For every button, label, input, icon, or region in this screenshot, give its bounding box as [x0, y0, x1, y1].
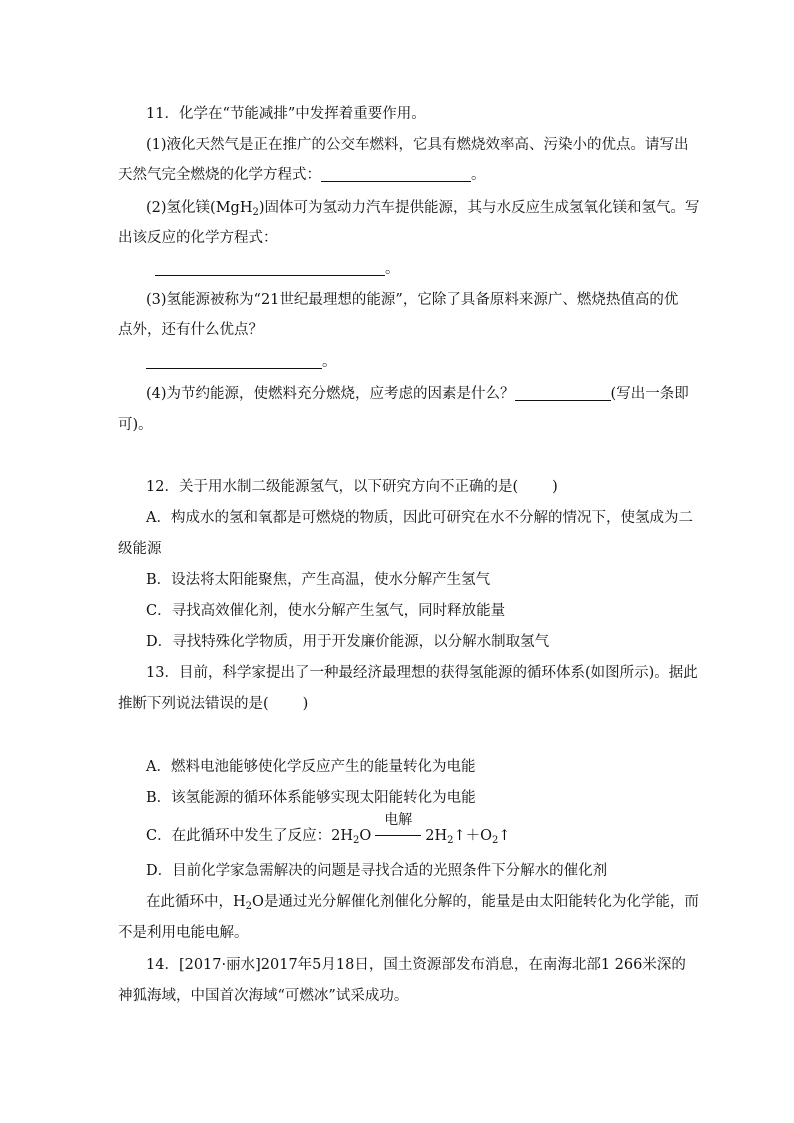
q11-part2-line1: [146, 198, 706, 223]
q12-option-a-line1: A．构成水的氢和氧都是可燃烧的物质，因此可研究在水不分解的情况下，使氢成为二: [146, 510, 693, 526]
q11-part2-text-b: )固体可为氢动力汽车提供能源，其与水反应生成氢氧化镁和氢气。写: [258, 200, 700, 216]
subscript: 2: [492, 835, 499, 846]
close-paren: ): [552, 479, 558, 495]
q11-part1-line1: (1)液化天然气是正在推广的公交车燃料，它具有燃烧效率高、污染小的优点。请写出: [146, 137, 689, 153]
q11-part3-line1: (3)氢能源被称为“21世纪最理想的能源”，它除了具备原料来源广、燃烧热值高的优: [146, 292, 679, 308]
q13-explanation-line1: [146, 892, 706, 917]
q13-option-d: D．目前化学家急需解决的问题是寻找合适的光照条件下分解水的催化剂: [146, 863, 608, 879]
q11-part2-text-a: (2)氢化镁(MgH: [146, 200, 253, 216]
gas-arrow: ↑: [498, 828, 511, 844]
q14-line1: 14．[2017·丽水]2017年5月18日，国土资源部发布消息，在南海北部1 266米深的: [146, 957, 686, 973]
period: 。: [471, 167, 486, 183]
q11-part4-text-b: (写出一条即: [610, 386, 689, 402]
q13-stem-line2: [118, 694, 678, 714]
q12-option-a-line2: 级能源: [118, 541, 162, 557]
q13-stem-text: 推断下列说法错误的是(: [118, 696, 269, 712]
reaction-condition: [371, 812, 425, 846]
explanation-text-b: O是通过光分解催化剂催化分解的，能量是由太阳能转化为化学能，而: [252, 894, 699, 910]
q14-line2: 神狐海域，中国首次海域“可燃冰”试采成功。: [118, 988, 409, 1004]
explanation-text-a: 在此循环中，H: [146, 894, 246, 910]
q11-stem: 11．化学在“节能减排”中发挥着重要作用。: [146, 106, 426, 122]
q11-part4-line2: 可)。: [118, 417, 153, 433]
answer-blank[interactable]: [321, 167, 471, 182]
product-arrow-o: ↑＋O: [453, 828, 493, 844]
answer-blank[interactable]: [146, 354, 322, 369]
period: 。: [385, 261, 400, 277]
q12-stem-text: 12．关于用水制二级能源氢气，以下研究方向不正确的是(: [146, 479, 519, 495]
answer-blank[interactable]: [155, 261, 385, 276]
q11-part3-answer-line: [146, 352, 706, 372]
q12-option-d: D．寻找特殊化学物质，用于开发廉价能源，以分解水制取氢气: [146, 634, 550, 650]
q11-part4-text-a: (4)为节约能源，使燃料充分燃烧，应考虑的因素是什么？: [146, 386, 515, 402]
q12-option-b: B．设法将太阳能聚焦，产生高温，使水分解产生氢气: [146, 572, 491, 588]
subscript: 2: [447, 835, 454, 846]
answer-blank[interactable]: [515, 386, 611, 401]
q13-option-a: A．燃料电池能够使化学反应产生的能量转化为电能: [146, 759, 476, 775]
q12-option-c: C．寻找高效催化剂，使水分解产生氢气，同时释放能量: [146, 603, 506, 619]
subscript: 2: [352, 835, 360, 846]
close-paren: ): [302, 696, 309, 712]
subscript: 2: [252, 207, 259, 218]
q13-option-c-text: C．在此循环中发生了反应：2H: [146, 828, 353, 844]
q12-stem: [146, 477, 706, 497]
period: 。: [322, 354, 337, 370]
q11-part2-line2: 出该反应的化学方程式：: [118, 230, 278, 246]
q13-stem-line1: 13．目前，科学家提出了一种最经济最理想的获得氢能源的循环体系(如图所示)。据此: [146, 665, 698, 681]
q11-part1-text: 天然气完全燃烧的化学方程式：: [118, 167, 321, 183]
oxygen-symbol: O: [359, 828, 372, 844]
condition-label: 电解: [384, 812, 413, 828]
q11-part2-answer-line: [155, 259, 715, 279]
q13-option-b: B．该氢能源的循环体系能够实现太阳能转化为电能: [146, 790, 476, 806]
q11-part4-line1: [146, 384, 706, 404]
equals-bar: [375, 835, 421, 836]
q13-explanation-line2: 不是利用电能电解。: [118, 925, 249, 941]
product-h: 2H: [425, 828, 448, 844]
q13-option-c: [146, 812, 706, 851]
subscript: 2: [245, 901, 253, 912]
q11-part3-line2: 点外，还有什么优点？: [118, 322, 263, 338]
q11-part1-line2: [118, 165, 678, 185]
